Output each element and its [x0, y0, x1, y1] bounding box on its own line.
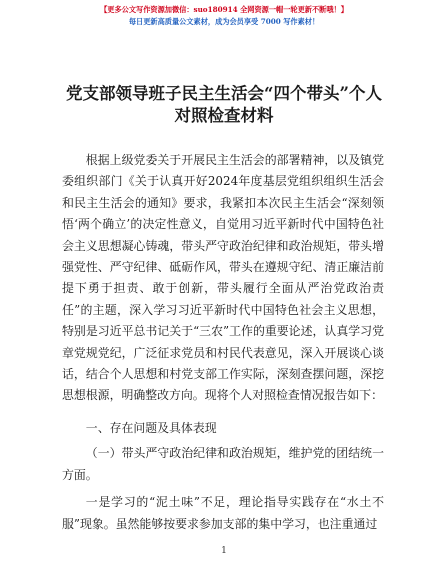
document-body — [62, 150, 384, 535]
promo-banner-line1: 【更多公文写作资源加微信：suo180914 全网资源一帽一轮更新不断哦！】 — [100, 5, 348, 14]
section-heading: 一、存在问题及具体表现 — [85, 420, 217, 435]
promo-banner-line2: 每日更新高质量公文素材，成为会员享受 7000 写作素材！ — [128, 17, 320, 26]
intro-paragraph: 根据上级党委关于开展民主生活会的部署精神，以及镇党委组织部门《关于认真开好2024年度基层党组织组织生活会和民主生活会的通知》要求，我紧扣本次民主生活会“深刻领悟‘两个确立’的决定性意义，自觉用习近平新时代中国特色社会主义思想凝心铸魂，带头严守政治纪律和政治规矩，带头增强党性、严守纪律、砥砺作风，带头在遵规守纪、清正廉洁前提下勇于担责、敢于创新，带头履行全面从严治党政治责任”的主题，深入学习习近平新时代中国特色社会主义思想，特别是习近平总书记关于“三农”工作的重要论述，认真学习党章党规党纪，广泛征求党员和村民代表意见，深入开展谈心谈话，结合个人思想和村党支部工作实际，深刻查摆问题，深挖思想根源，明确整改方向。现将个人对照检查情况报告如下： — [62, 153, 384, 403]
subsection-heading: （一）带头严守政治纪律和政治规矩，维护党的团结统一方面。 — [62, 446, 384, 482]
body-paragraph: 一是学习的“泥土味”不足，理论指导实践存在“水土不服”现象。虽然能够按要求参加支部的集中学习，也注重通过 — [62, 495, 384, 531]
page-number: 1 — [221, 546, 227, 556]
document-title-line1: 党支部领导班子民主生活会“四个带头”个人 — [66, 84, 382, 103]
document-title-line2: 对照检查材料 — [174, 106, 274, 125]
